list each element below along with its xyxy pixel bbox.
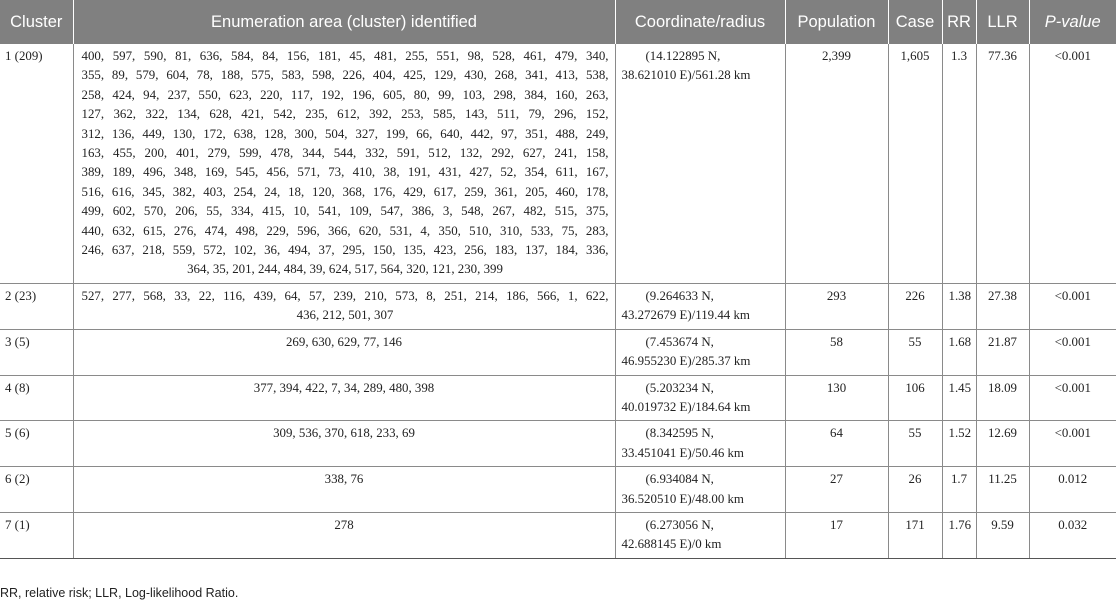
- area-line: 278: [334, 517, 354, 532]
- coord-lat: (6.934084 N,: [645, 472, 714, 487]
- table-row: [0, 329, 1116, 375]
- cell-areas: [73, 44, 615, 283]
- cell-rr: 1.38: [942, 283, 976, 329]
- cell-rr: 1.52: [942, 421, 976, 467]
- header-row: [0, 0, 1116, 44]
- table-row: [0, 375, 1116, 421]
- cell-rr: 1.45: [942, 375, 976, 421]
- cell-areas: [73, 512, 615, 558]
- area-line: 338, 76: [324, 472, 364, 487]
- area-line: 516, 616, 345, 382, 403, 254, 24, 18, 120, 368, 176, 429, 617, 259, 361, 205, 460, 178,: [81, 184, 609, 199]
- cell-pvalue: 0.032: [1029, 512, 1116, 558]
- coord-lon-radius: 43.272679 E)/119.44 km: [621, 308, 750, 323]
- cell-llr: 18.09: [976, 375, 1029, 421]
- cell-pvalue: <0.001: [1029, 283, 1116, 329]
- cell-llr: 77.36: [976, 44, 1029, 283]
- cell-cluster: 1 (209): [0, 44, 73, 283]
- cell-llr: 21.87: [976, 329, 1029, 375]
- cell-population: 64: [785, 421, 888, 467]
- cell-coord: [615, 44, 785, 283]
- cell-cluster: 3 (5): [0, 329, 73, 375]
- cell-coord: [615, 421, 785, 467]
- coord-lat: (9.264633 N,: [645, 288, 714, 303]
- cell-llr: 27.38: [976, 283, 1029, 329]
- cell-population: 27: [785, 467, 888, 513]
- area-line: 499, 602, 570, 206, 55, 334, 415, 10, 541, 109, 547, 386, 3, 548, 267, 482, 515, 375,: [81, 204, 609, 219]
- header-pvalue: P-value: [1029, 0, 1116, 44]
- coord-lon-radius: 38.621010 E)/561.28 km: [621, 68, 751, 83]
- coord-lon-radius: 46.955230 E)/285.37 km: [621, 354, 751, 369]
- cell-pvalue: <0.001: [1029, 329, 1116, 375]
- cell-case: 226: [888, 283, 942, 329]
- cell-areas: [73, 283, 615, 329]
- cell-case: 55: [888, 329, 942, 375]
- cell-coord: [615, 512, 785, 558]
- area-line: 436, 212, 501, 307: [296, 308, 394, 323]
- cell-coord: [615, 375, 785, 421]
- cell-population: 58: [785, 329, 888, 375]
- cell-rr: 1.68: [942, 329, 976, 375]
- coord-lat: (14.122895 N,: [645, 49, 721, 63]
- area-line: 400, 597, 590, 81, 636, 584, 84, 156, 181, 45, 481, 255, 551, 98, 528, 461, 479, 340,: [81, 49, 609, 63]
- area-line: 269, 630, 629, 77, 146: [285, 334, 402, 349]
- header-cluster: Cluster: [0, 0, 73, 44]
- area-line: 440, 632, 615, 276, 474, 498, 229, 596, 366, 620, 531, 4, 350, 510, 310, 533, 75, 283,: [81, 223, 609, 238]
- area-line: 377, 394, 422, 7, 34, 289, 480, 398: [253, 380, 435, 395]
- coord-lat: (8.342595 N,: [645, 426, 714, 441]
- area-line: 527, 277, 568, 33, 22, 116, 439, 64, 57, 239, 210, 573, 8, 251, 214, 186, 566, 1, 622,: [81, 288, 609, 303]
- coord-lon-radius: 42.688145 E)/0 km: [621, 537, 722, 552]
- cell-llr: 11.25: [976, 467, 1029, 513]
- cell-pvalue: <0.001: [1029, 421, 1116, 467]
- cell-pvalue: <0.001: [1029, 375, 1116, 421]
- cell-case: 1,605: [888, 44, 942, 283]
- header-coord: Coordinate/radius: [615, 0, 785, 44]
- table-row: [0, 512, 1116, 558]
- area-line: 389, 189, 496, 348, 169, 545, 456, 571, 73, 410, 38, 191, 431, 427, 52, 354, 611, 167,: [81, 165, 609, 180]
- header-case: Case: [888, 0, 942, 44]
- cell-case: 171: [888, 512, 942, 558]
- cell-areas: [73, 421, 615, 467]
- cell-llr: 9.59: [976, 512, 1029, 558]
- cell-llr: 12.69: [976, 421, 1029, 467]
- cell-pvalue: 0.012: [1029, 467, 1116, 513]
- header-population: Population: [785, 0, 888, 44]
- area-line: 258, 424, 94, 237, 550, 623, 220, 117, 192, 196, 605, 80, 99, 103, 298, 384, 160, 263,: [81, 87, 609, 102]
- cell-coord: [615, 283, 785, 329]
- area-line: 127, 362, 322, 134, 628, 421, 542, 235, 612, 392, 253, 585, 143, 511, 79, 296, 152,: [81, 107, 609, 122]
- coord-lat: (5.203234 N,: [645, 380, 714, 395]
- header-area: Enumeration area (cluster) identified: [73, 0, 615, 44]
- table-footnote: RR, relative risk; LLR, Log-likelihood Ratio.: [0, 586, 239, 600]
- coord-lon-radius: 33.451041 E)/50.46 km: [621, 445, 744, 460]
- area-line: 364, 35, 201, 244, 484, 39, 624, 517, 564, 320, 121, 230, 399: [187, 262, 503, 277]
- area-line: 163, 455, 200, 401, 279, 599, 478, 344, 544, 332, 591, 512, 132, 292, 627, 241, 158,: [81, 146, 609, 161]
- cell-case: 106: [888, 375, 942, 421]
- coord-lon-radius: 36.520510 E)/48.00 km: [621, 491, 744, 506]
- area-line: 355, 89, 579, 604, 78, 188, 575, 583, 598, 226, 404, 425, 129, 430, 268, 341, 413, 538,: [81, 68, 609, 83]
- cell-areas: [73, 467, 615, 513]
- area-line: 246, 637, 218, 559, 572, 102, 36, 494, 37, 295, 150, 135, 423, 256, 183, 137, 184, 336,: [81, 243, 609, 258]
- cell-case: 26: [888, 467, 942, 513]
- table-row: [0, 421, 1116, 467]
- cell-areas: [73, 375, 615, 421]
- cell-rr: 1.3: [942, 44, 976, 283]
- cell-coord: [615, 329, 785, 375]
- cell-cluster: 6 (2): [0, 467, 73, 513]
- table-row: [0, 283, 1116, 329]
- header-llr: LLR: [976, 0, 1029, 44]
- header-rr: RR: [942, 0, 976, 44]
- cell-population: 17: [785, 512, 888, 558]
- cell-coord: [615, 467, 785, 513]
- cell-population: 293: [785, 283, 888, 329]
- cell-rr: 1.7: [942, 467, 976, 513]
- table-row: [0, 44, 1116, 283]
- cell-population: 130: [785, 375, 888, 421]
- coord-lat: (6.273056 N,: [645, 517, 714, 532]
- table-row: [0, 467, 1116, 513]
- cell-cluster: 2 (23): [0, 283, 73, 329]
- cell-case: 55: [888, 421, 942, 467]
- cell-pvalue: <0.001: [1029, 44, 1116, 283]
- cell-population: 2,399: [785, 44, 888, 283]
- cell-rr: 1.76: [942, 512, 976, 558]
- coord-lat: (7.453674 N,: [645, 334, 714, 349]
- area-line: 309, 536, 370, 618, 233, 69: [273, 426, 415, 441]
- coord-lon-radius: 40.019732 E)/184.64 km: [621, 399, 751, 414]
- cell-cluster: 4 (8): [0, 375, 73, 421]
- cell-areas: [73, 329, 615, 375]
- area-line: 312, 136, 449, 130, 172, 638, 128, 300, 504, 327, 199, 66, 640, 442, 97, 351, 488, 249,: [81, 126, 609, 141]
- cell-cluster: 7 (1): [0, 512, 73, 558]
- cell-cluster: 5 (6): [0, 421, 73, 467]
- table-body: [0, 44, 1116, 558]
